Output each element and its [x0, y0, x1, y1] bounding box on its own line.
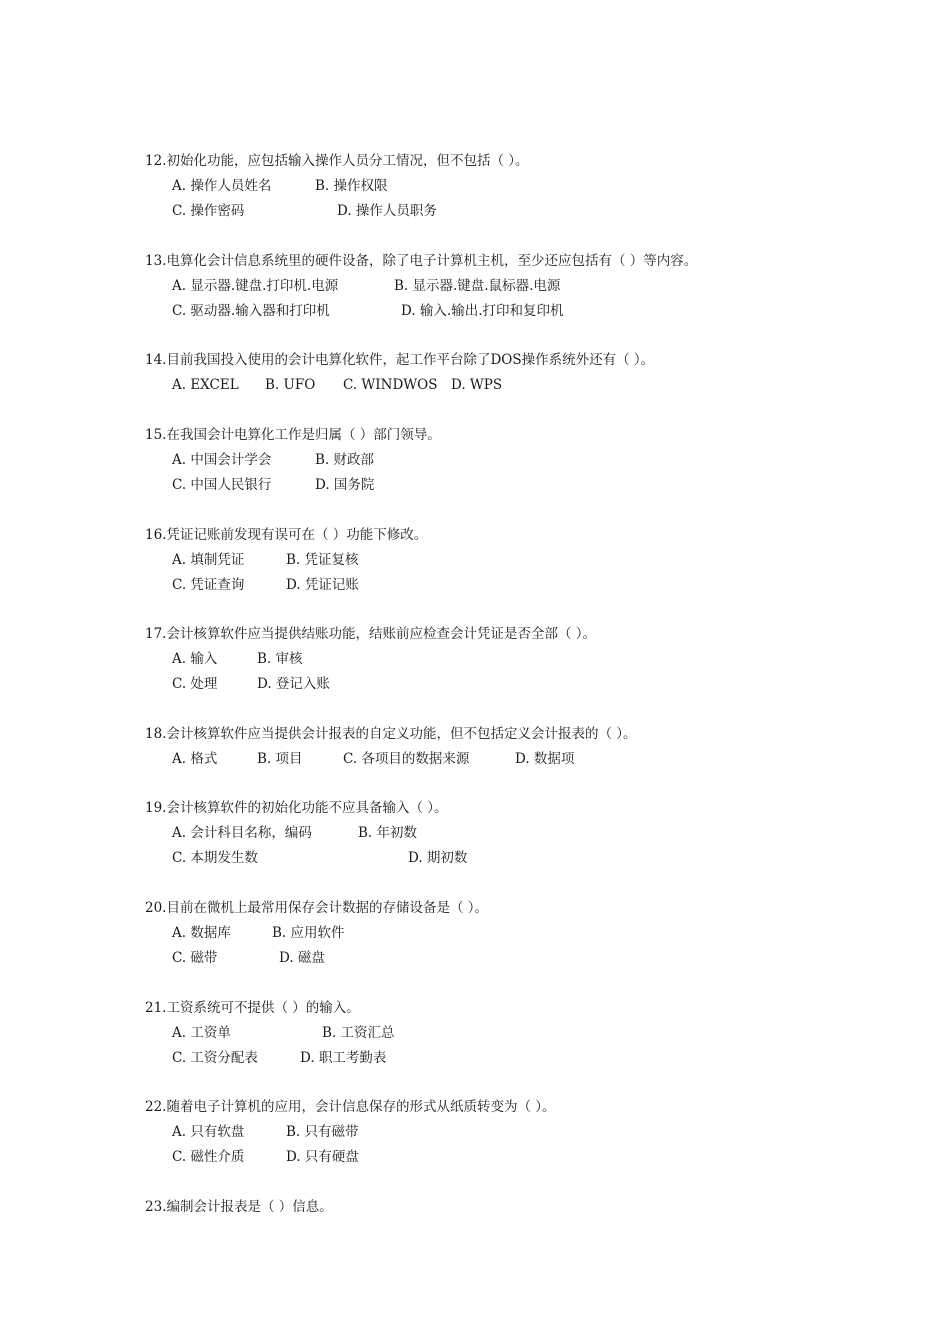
answer-option-a: A. 只有软盘 [172, 1124, 245, 1140]
answer-option-a: A. 显示器.键盘.打印机.电源 [172, 278, 339, 294]
answer-option-b: B. UFO [265, 377, 316, 393]
answer-option-a: A. 会计科目名称，编码 [172, 825, 312, 841]
answer-option-a: A. 中国会计学会 [172, 452, 272, 468]
answer-option-d: D. 职工考勤表 [300, 1050, 387, 1066]
answer-option-a: A. 数据库 [172, 925, 231, 941]
answer-option-b: B. 只有磁带 [286, 1124, 359, 1140]
answer-option-d: D. 期初数 [408, 850, 468, 866]
question-stem: 21.工资系统可不提供（ ）的输入。 [145, 1000, 360, 1016]
question-stem: 20.目前在微机上最常用保存会计数据的存储设备是（ ）。 [145, 900, 489, 916]
answer-option-b: B. 显示器.键盘.鼠标器.电源 [394, 278, 561, 294]
answer-option-d: D. 输入.输出.打印和复印机 [401, 303, 564, 319]
answer-option-c: C. 各项目的数据来源 [343, 751, 470, 767]
answer-option-b: B. 工资汇总 [322, 1025, 395, 1041]
answer-option-c: C. 磁性介质 [172, 1149, 245, 1165]
question-stem: 14.目前我国投入使用的会计电算化软件，起工作平台除了DOS操作系统外还有（ ）。 [145, 352, 655, 368]
answer-option-c: C. 处理 [172, 676, 218, 692]
question-stem: 12.初始化功能，应包括输入操作人员分工情况，但不包括（ ）。 [145, 153, 529, 169]
answer-option-c: C. 本期发生数 [172, 850, 258, 866]
answer-option-c: C. 中国人民银行 [172, 477, 272, 493]
question-stem: 23.编制会计报表是（ ）信息。 [145, 1199, 333, 1215]
answer-option-a: A. 工资单 [172, 1025, 231, 1041]
answer-option-b: B. 应用软件 [272, 925, 345, 941]
answer-option-a: A. 格式 [172, 751, 218, 767]
question-stem: 13.电算化会计信息系统里的硬件设备，除了电子计算机主机，至少还应包括有（ ）等内容。 [145, 253, 698, 269]
answer-option-b: B. 年初数 [358, 825, 418, 841]
answer-option-a: A. 操作人员姓名 [172, 178, 272, 194]
answer-option-d: D. 磁盘 [279, 950, 325, 966]
answer-option-c: C. WINDWOS [343, 377, 438, 393]
question-stem: 15.在我国会计电算化工作是归属（ ）部门领导。 [145, 427, 441, 443]
answer-option-d: D. 只有硬盘 [286, 1149, 359, 1165]
answer-option-c: C. 磁带 [172, 950, 218, 966]
answer-option-b: B. 操作权限 [315, 178, 388, 194]
answer-option-c: C. 操作密码 [172, 203, 245, 219]
question-stem: 18.会计核算软件应当提供会计报表的自定义功能，但不包括定义会计报表的（ ）。 [145, 726, 637, 742]
question-stem: 19.会计核算软件的初始化功能不应具备输入（ ）。 [145, 800, 448, 816]
answer-option-d: D. 数据项 [515, 751, 575, 767]
answer-option-b: B. 财政部 [315, 452, 375, 468]
answer-option-c: C. 驱动器.输入器和打印机 [172, 303, 330, 319]
question-stem: 17.会计核算软件应当提供结账功能，结账前应检查会计凭证是否全部（ ）。 [145, 626, 597, 642]
answer-option-c: C. 凭证查询 [172, 577, 245, 593]
answer-option-a: A. EXCEL [172, 377, 239, 393]
answer-option-d: D. 操作人员职务 [337, 203, 437, 219]
answer-option-d: D. 凭证记账 [286, 577, 359, 593]
answer-option-d: D. 国务院 [315, 477, 375, 493]
answer-option-b: B. 项目 [257, 751, 303, 767]
question-stem: 22.随着电子计算机的应用，会计信息保存的形式从纸质转变为（ ）。 [145, 1099, 556, 1115]
answer-option-b: B. 凭证复核 [286, 552, 359, 568]
answer-option-a: A. 输入 [172, 651, 218, 667]
answer-option-c: C. 工资分配表 [172, 1050, 258, 1066]
answer-option-a: A. 填制凭证 [172, 552, 245, 568]
answer-option-d: D. WPS [451, 377, 503, 393]
answer-option-d: D. 登记入账 [257, 676, 330, 692]
answer-option-b: B. 审核 [257, 651, 303, 667]
question-stem: 16.凭证记账前发现有误可在（ ）功能下修改。 [145, 527, 428, 543]
